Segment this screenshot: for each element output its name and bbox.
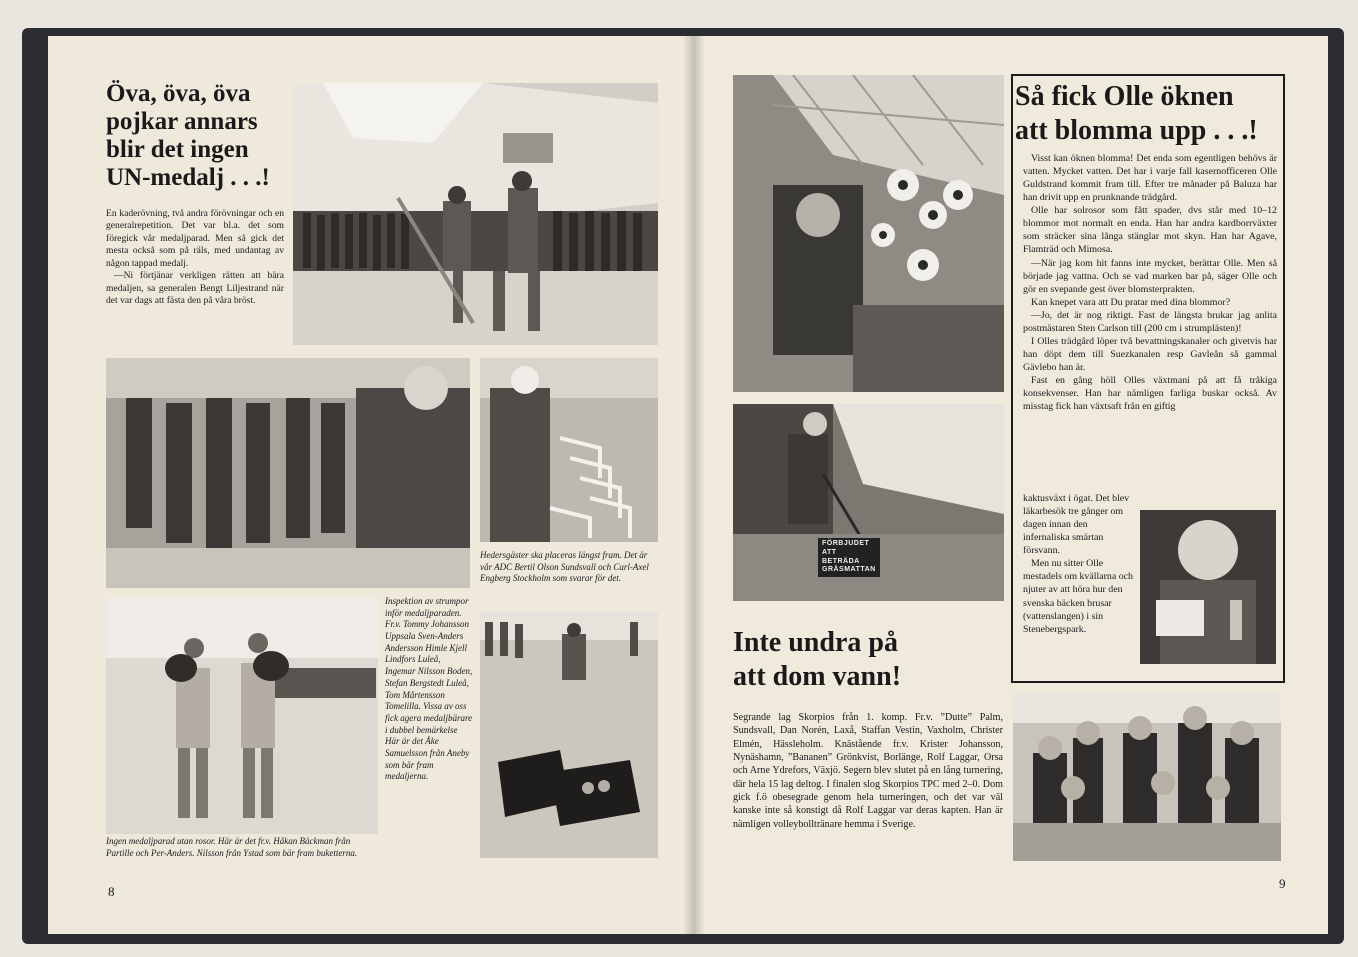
- flowers-photo: [733, 75, 1004, 392]
- medal-photo-art: [480, 612, 658, 858]
- left-page: [48, 36, 693, 934]
- flowers-photo-art: [733, 75, 1004, 392]
- inspection-photo-art: [106, 358, 470, 588]
- parade-photo-art: [293, 83, 658, 345]
- left-intro-text: En kaderövning, två andra förövningar och en generalrepetition. Det var bl.a. det som föregick vår medaljparad. Men så gick det mesta också som på räls, med undantag av någon tappad medalj. —Ni förtjänar verkligen rätten att bära medaljen, sa generalen Bengt Liljestrand när det var dags att fästa den på våra bröst.: [106, 208, 284, 307]
- parade-photo: [293, 83, 658, 345]
- left-headline: Öva, öva, öva pojkar annars blir det ingen UN-medalj . . .!: [106, 80, 270, 191]
- book-gutter: [683, 36, 705, 934]
- volleyball-text: Segrande lag Skorpios från 1. komp. Fr.v. ”Dutte” Palm, Sundsvall, Dan Norén, Laxå, Staffan Vestin, Vaxholm, Christer Elmén, Hässleholm. Knästående fr.v. Krister Johansson, Nynäshamn, ”Bananen” Grönkvist, Borlänge, Rolf Laggar, Orsa och Arne Ydrefors, Växjö. Segern blev slutet på en lång turnering, där hela 15 lag deltog. I finalen slog Skorpios TPC med 2–0. Dom gick f.ö obesegrade genom hela turneringen, och det var väl kanske inte så konstigt då Rolf Laggar var deras kapten. Han är nämligen volleybolltränare hemma i Sverige.: [733, 712, 1003, 830]
- guests-photo-art: [480, 358, 658, 542]
- team-photo-art: [1013, 693, 1281, 861]
- gardening-photo: [733, 404, 1004, 601]
- roses-photo: [106, 598, 378, 834]
- olle-portrait-photo: [1140, 510, 1276, 664]
- guests-caption: Hedersgäster ska placeras längst fram. Det är vår ADC Bertil Olson Sundsvall och Carl-Axel Engberg Stockholm som svarar för det.: [480, 550, 649, 584]
- guests-photo: [480, 358, 658, 542]
- medal-photo: [480, 612, 658, 858]
- inspection-photo: [106, 358, 470, 588]
- volleyball-headline: Inte undra på att dom vann!: [733, 627, 902, 693]
- olle-headline: Så fick Olle öknen att blomma upp . . .!: [1015, 81, 1258, 146]
- olle-article-text-narrow: kaktusväxt i ögat. Det blev läkarbesök tre gånger om dagen innan den infernaliska smärtan försvann. Men nu sitter Olle mestadels om kvällarna och njuter av att höra hur den svenska bäcken brusar (vattenslangen) i sin Stenebergspark.: [1023, 493, 1133, 635]
- roses-photo-art: [106, 598, 378, 834]
- right-page: [693, 36, 1328, 934]
- warning-sign: FÖRBJUDET ATT BETRÄDA GRÄSMATTAN: [818, 538, 880, 577]
- inspection-caption: Inspektion av strumpor inför medaljparaden. Fr.v. Tommy Johansson Uppsala Sven-Anders Andersson Himle Kjell Lindfors Luleå, Ingemar Nilsson Boden, Stefan Bergstedt Luleå, Tom Mårtensson Tomelilla. Vissa av oss fick agera medaljbärare i dubbel bemärkelse Här är det Åke Samuelsson från Aneby som bär fram medaljerna.: [385, 596, 473, 782]
- olle-article-text: Visst kan öknen blomma! Det enda som egentligen behövs är vatten. Mycket vatten. Det har i varje fall kasernofficeren Olle Guldstrand kommit fram till. Efter tre månader på Baluza har han drivit upp en prunknande trädgård. Olle har solrosor som fått spader, dvs står med 10–12 blommor mot normalt en enda. Han har andra kardborrväxter som sträcker sina långa stänglar mot skyn. Han har Agave, Flamträd och Mimosa. —När jag kom hit fanns inte mycket, berättar Olle. Men så började jag vattna. Och se vad marken bar på, säger Olle och gör en svepande gest över blomsterprakten. Kan knepet vara att Du pratar med dina blommor? —Jo, det är nog riktigt. Fast de längsta brukar jag anlita postmästaren Sten Carlson till (200 cm i strumplästen)! I Olles trädgård löper två bevattningskanaler och givetvis har han döpt dem till Suezkanalen resp Gavleån så gammal Gävlebo han är. Fast en gång höll Olles växtmani på att få tråkiga konsekvenser. Han har nämligen farliga buskar också. Av misstag fick han växtsaft från en giftig: [1023, 153, 1277, 413]
- roses-caption: Ingen medaljparad utan rosor. Här är det fr.v. Håkan Bäckman från Partille och Per-Anders. Nilsson från Ystad som bär fram buketterna.: [106, 836, 358, 858]
- team-photo: [1013, 693, 1281, 861]
- left-page-number: 8: [108, 884, 115, 899]
- olle-portrait-art: [1140, 510, 1276, 664]
- right-page-number: 9: [1279, 876, 1286, 891]
